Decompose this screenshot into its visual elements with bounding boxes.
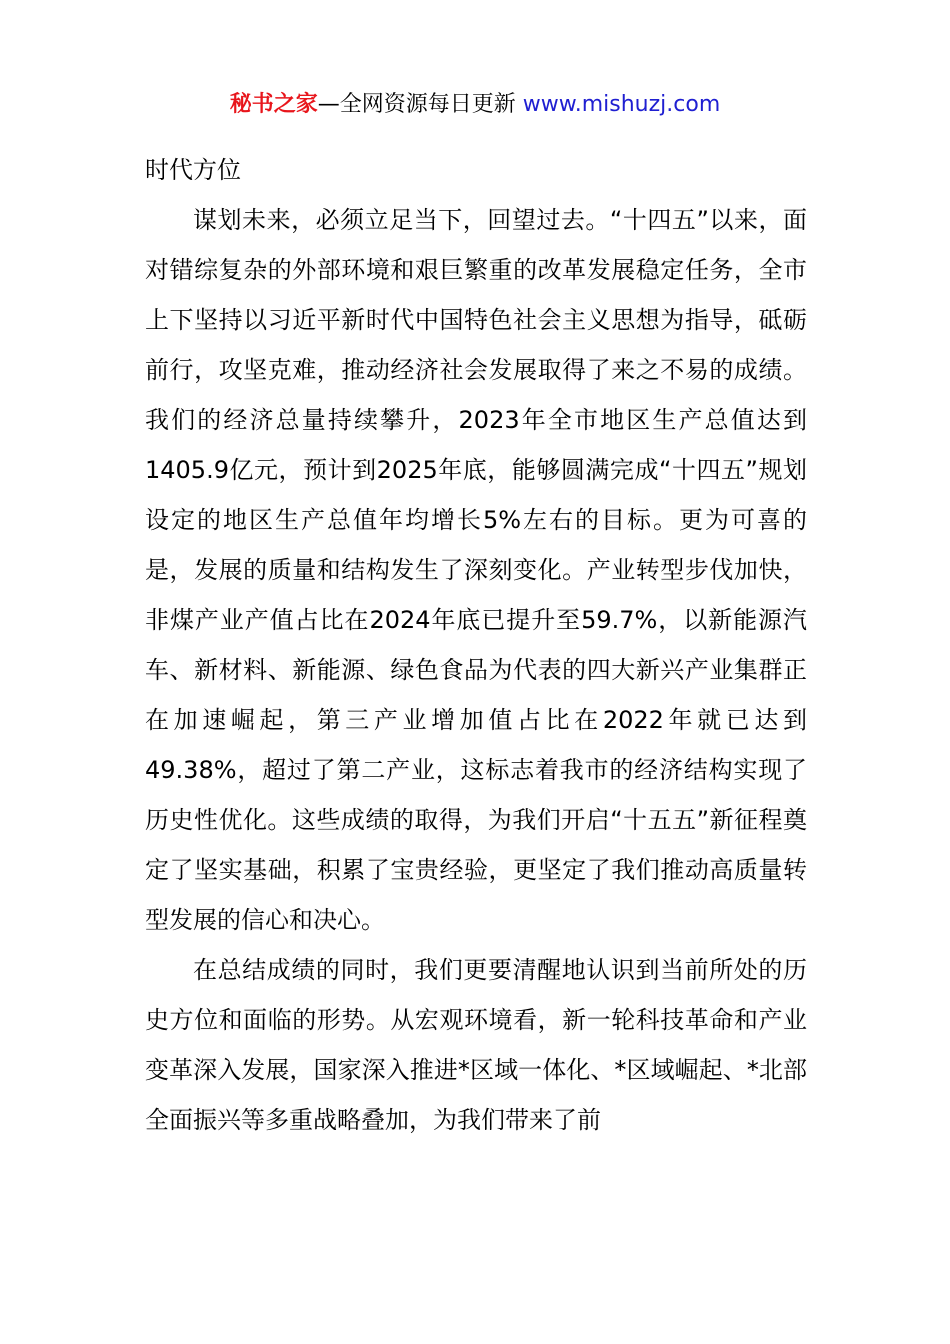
paragraph-2: 在总结成绩的同时，我们更要清醒地认识到当前所处的历史方位和面临的形势。从宏观环境看，新一轮科技革命和产业变革深入发展，国家深入推进*区域一体化、*区域崛起、*北部全面振兴等多重战略叠加，为我们带来了前 [145,956,807,1134]
paragraph-1: 谋划未来，必须立足当下，回望过去。“十四五”以来，面对错综复杂的外部环境和艰巨繁重的改革发展稳定任务，全市上下坚持以习近平新时代中国特色社会主义思想为指导，砥砺前行，攻坚克难，推动经济社会发展取得了来之不易的成绩。我们的经济总量持续攀升，2023年全市地区生产总值达到1405.9亿元，预计到2025年底，能够圆满完成“十四五”规划设定的地区生产总值年均增长5%左右的目标。更为可喜的是，发展的质量和结构发生了深刻变化。产业转型步伐加快，非煤产业产值占比在2024年底已提升至59.7%，以新能源汽车、新材料、新能源、绿色食品为代表的四大新兴产业集群正在加速崛起，第三产业增加值占比在2022年就已达到49.38%，超过了第二产业，这标志着我市的经济结构实现了历史性优化。这些成绩的取得，为我们开启“十五五”新征程奠定了坚实基础，积累了宝贵经验，更坚定了我们推动高质量转型发展的信心和决心。 [145,206,807,934]
site-url-link[interactable]: www.mishuzj.com [522,92,721,117]
site-header [0,88,950,122]
header-tagline: —全网资源每日更新 [317,92,523,117]
section-title: 时代方位 [145,156,241,184]
document-body [145,145,807,1145]
brand-name[interactable]: 秘书之家 [229,92,318,117]
